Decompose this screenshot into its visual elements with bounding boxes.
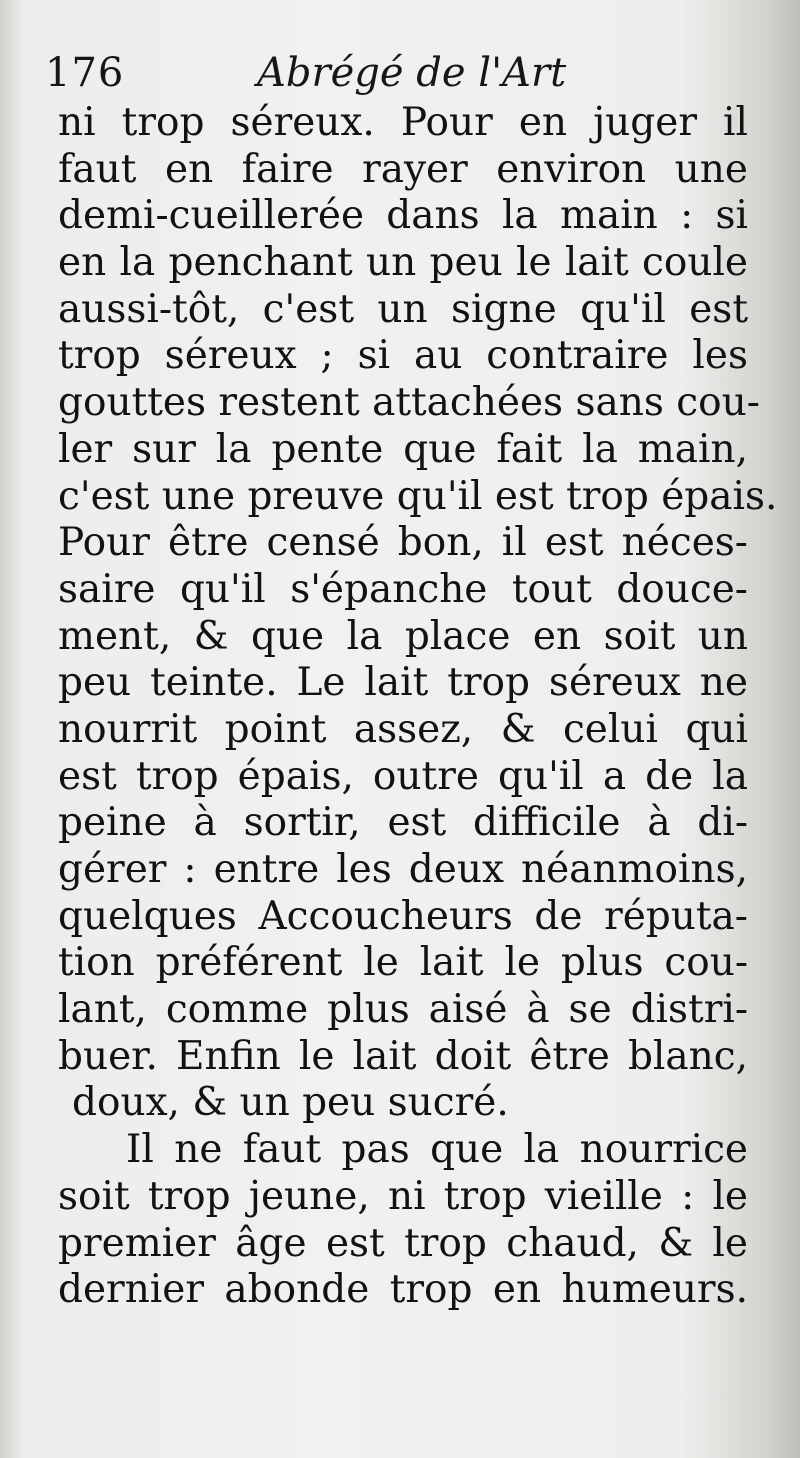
text-line: ni trop séreux. Pour en juger il [58, 100, 748, 145]
text-line: trop séreux ; si au contraire les [58, 333, 748, 379]
text-line: aussi-tôt, c'est un signe qu'il est [58, 286, 748, 332]
text-line: lant, comme plus aisé à se distri- [58, 987, 748, 1033]
text-line: peu teinte. Le lait trop séreux ne [58, 660, 748, 706]
body-text [58, 100, 778, 1314]
text-line: est trop épais, outre qu'il a de la [58, 753, 748, 799]
text-line: quelques Accoucheurs de réputa- [58, 893, 748, 939]
text-line: premier âge est trop chaud, & le [58, 1220, 748, 1266]
text-line: gérer : entre les deux néanmoins, [58, 847, 748, 892]
page-number: 176 [45, 50, 125, 96]
text-line: nourrit point assez, & celui qui [58, 706, 748, 752]
running-title: Abrégé de l'Art [257, 50, 567, 96]
text-line: soit trop jeune, ni trop vieille : le [58, 1173, 748, 1219]
text-line: buer. Enfin le lait doit être blanc, [58, 1033, 748, 1079]
paragraph-end-line: doux, & un peu sucré. [72, 1080, 509, 1126]
text-line: c'est une preuve qu'il est trop épais. [58, 473, 778, 519]
text-line: gouttes restent attachées sans cou- [58, 380, 760, 426]
text-line: en la penchant un peu le lait coule [58, 240, 748, 286]
text-line: tion préférent le lait le plus cou- [58, 940, 748, 986]
text-line: ment, & que la place en soit un [58, 613, 748, 659]
text-line: peine à sortir, est difficile à di- [58, 800, 748, 846]
text-line: faut en faire rayer environ une [58, 146, 748, 192]
page-header [45, 48, 745, 108]
text-line: ler sur la pente que fait la main, [58, 426, 748, 472]
text-line: saire qu'il s'épanche tout douce- [58, 566, 748, 612]
paragraph-start-line: Il ne faut pas que la nourrice [126, 1127, 748, 1173]
text-line: Pour être censé bon, il est néces- [58, 520, 748, 566]
text-line: demi-cueillerée dans la main : si [58, 193, 748, 239]
text-line: dernier abonde trop en humeurs. [58, 1267, 748, 1313]
